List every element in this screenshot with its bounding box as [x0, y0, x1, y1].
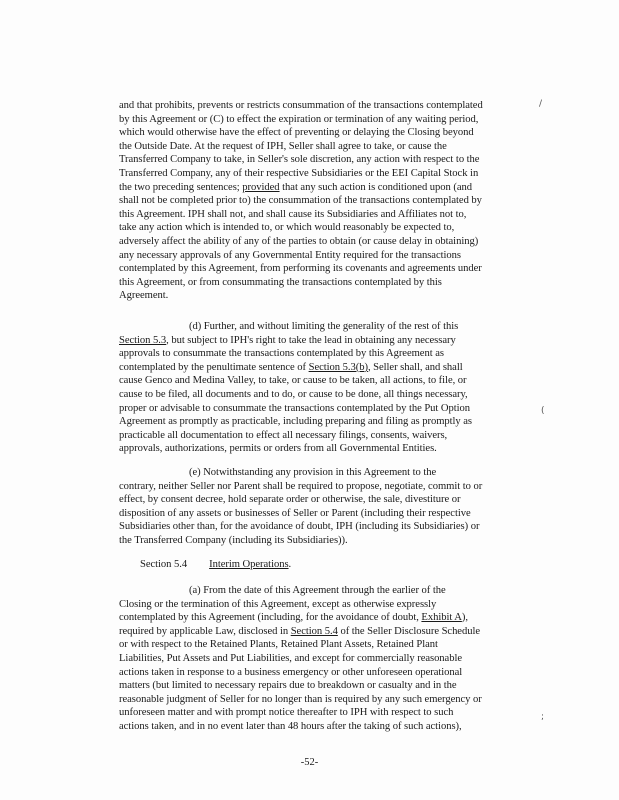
text-line: this Agreement. IPH shall not, and shall cause its Subsidiaries and Affiliates not to, — [119, 208, 467, 220]
text-line — [119, 181, 523, 195]
text-segment: that any such action is conditioned upon (and — [279, 181, 473, 193]
text-line: Agreement as promptly as practicable, including preparing and filing as promptly as — [119, 416, 472, 428]
underlined-reference: Section 5.3(b) — [308, 361, 368, 373]
text-segment: ), — [461, 612, 468, 624]
text-line: unforeseen matter and with prompt notice thereafter to IPH with respect to such — [119, 707, 454, 719]
text-segment: , Seller shall, and shall — [367, 361, 463, 373]
text-line: matters (but limited to necessary repairs due to breakdown or casualty and in the — [119, 680, 457, 692]
text-line: effect, by consent decree, hold separate order or otherwise, the sale, divestiture or — [119, 494, 461, 506]
text-line — [119, 334, 523, 348]
text-line: Closing or the termination of this Agreement, except as otherwise expressly — [119, 598, 437, 610]
text-segment: contemplated by this Agreement (including, for the avoidance of doubt, — [119, 612, 422, 624]
text-line — [119, 361, 523, 375]
text-line: reasonable judgment of Seller for no longer than is required by any such emergency or — [119, 693, 482, 705]
text-line: approvals to consummate the transactions contemplated by this Agreement as — [119, 348, 444, 360]
section-number: Section 5.4 — [140, 559, 188, 570]
text-line: disposition of any assets or businesses of Seller or Parent (including their respective — [119, 507, 471, 519]
text-line: contemplated by this Agreement, from performing its covenants and agreements under — [119, 263, 482, 275]
underlined-reference: Exhibit A — [421, 612, 462, 624]
section-heading — [140, 558, 544, 572]
section-title: Interim Operations — [209, 559, 289, 570]
text-line: adversely affect the ability of any of the parties to obtain (or cause delay in obtaining) — [119, 235, 479, 247]
paragraph-d — [119, 320, 523, 456]
text-line: the Transferred Company (including its Subsidiaries)). — [119, 534, 348, 546]
text-line: shall not be completed prior to) the consummation of the transactions contemplated by — [119, 195, 482, 207]
section-title-suffix: . — [288, 559, 292, 570]
text-line: any necessary approvals of any Governmental Entity required for the transactions — [119, 249, 461, 261]
text-line: approvals, authorizations, permits or orders from all Governmental Entities. — [119, 443, 437, 455]
page-number: -52- — [300, 757, 319, 768]
text-line: Subsidiaries other than, for the avoidance of doubt, IPH (including its Subsidiaries) or — [119, 521, 480, 533]
text-line: contrary, neither Seller nor Parent shall be required to propose, negotiate, commit to or — [119, 480, 483, 492]
text-segment: required by applicable Law, disclosed in — [119, 625, 291, 637]
underlined-reference: provided — [242, 181, 280, 193]
text-line: (e) Notwithstanding any provision in this Agreement to the — [189, 467, 437, 478]
text-line: actions taken, and in no event later than 48 hours after the taking of such actions), — [119, 720, 462, 732]
text-line: cause to be filed, all documents and to do, or cause to be done, all things necessary, — [119, 388, 468, 400]
text-line — [119, 625, 523, 639]
text-line: by this Agreement or (C) to effect the expiration or termination of any waiting period, — [119, 113, 479, 125]
text-line: or with respect to the Retained Plants, Retained Plant Assets, Retained Plant — [119, 639, 438, 651]
paragraph-continuation — [119, 99, 523, 303]
text-line: take any action which is intended to, or which would reasonably be expected to, — [119, 222, 455, 234]
text-line: proper or advisable to consummate the transactions contemplated by the Put Option — [119, 402, 471, 414]
paragraph-a — [119, 584, 523, 734]
margin-mark: / — [539, 99, 543, 109]
text-line: Transferred Company, any of their respective Subsidiaries or the EEI Capital Stock in — [119, 167, 479, 179]
paragraph-e — [119, 466, 523, 548]
text-line: this Agreement, or from consummating the transactions contemplated by this — [119, 276, 442, 288]
text-line: the Outside Date. At the request of IPH, Seller shall agree to take, or cause the — [119, 140, 447, 152]
underlined-reference: Section 5.4 — [290, 625, 338, 637]
text-line: practicable all documentation to effect all necessary filings, consents, waivers, — [119, 429, 448, 441]
text-line: Transferred Company to take, in Seller's sole discretion, any action with respect to the — [119, 154, 480, 166]
text-line: and that prohibits, prevents or restricts consummation of the transactions contemplated — [119, 100, 483, 111]
text-segment: , but subject to IPH's right to take the lead in obtaining any necessary — [166, 334, 456, 346]
text-line: actions taken in response to a business emergency or other unforeseen operational — [119, 666, 463, 678]
text-line: Agreement. — [119, 290, 169, 302]
underlined-reference: Section 5.3 — [119, 334, 167, 346]
text-line — [119, 611, 523, 625]
margin-mark: ( — [541, 406, 545, 416]
text-line: Liabilities, Put Assets and Put Liabilities, and except for commercially reasonable — [119, 652, 463, 664]
text-line: (d) Further, and without limiting the generality of the rest of this — [189, 321, 459, 332]
text-segment: of the Seller Disclosure Schedule — [337, 625, 481, 637]
text-line: which would otherwise have the effect of preventing or delaying the Closing beyond — [119, 127, 474, 139]
text-line: cause Genco and Medina Valley, to take, or cause to be taken, all actions, to file, or — [119, 375, 467, 387]
text-line: (a) From the date of this Agreement through the earlier of the — [189, 585, 446, 596]
text-segment: contemplated by the penultimate sentence of — [119, 361, 309, 373]
margin-mark: ; — [541, 712, 545, 722]
text-segment: the two preceding sentences; — [119, 181, 243, 193]
